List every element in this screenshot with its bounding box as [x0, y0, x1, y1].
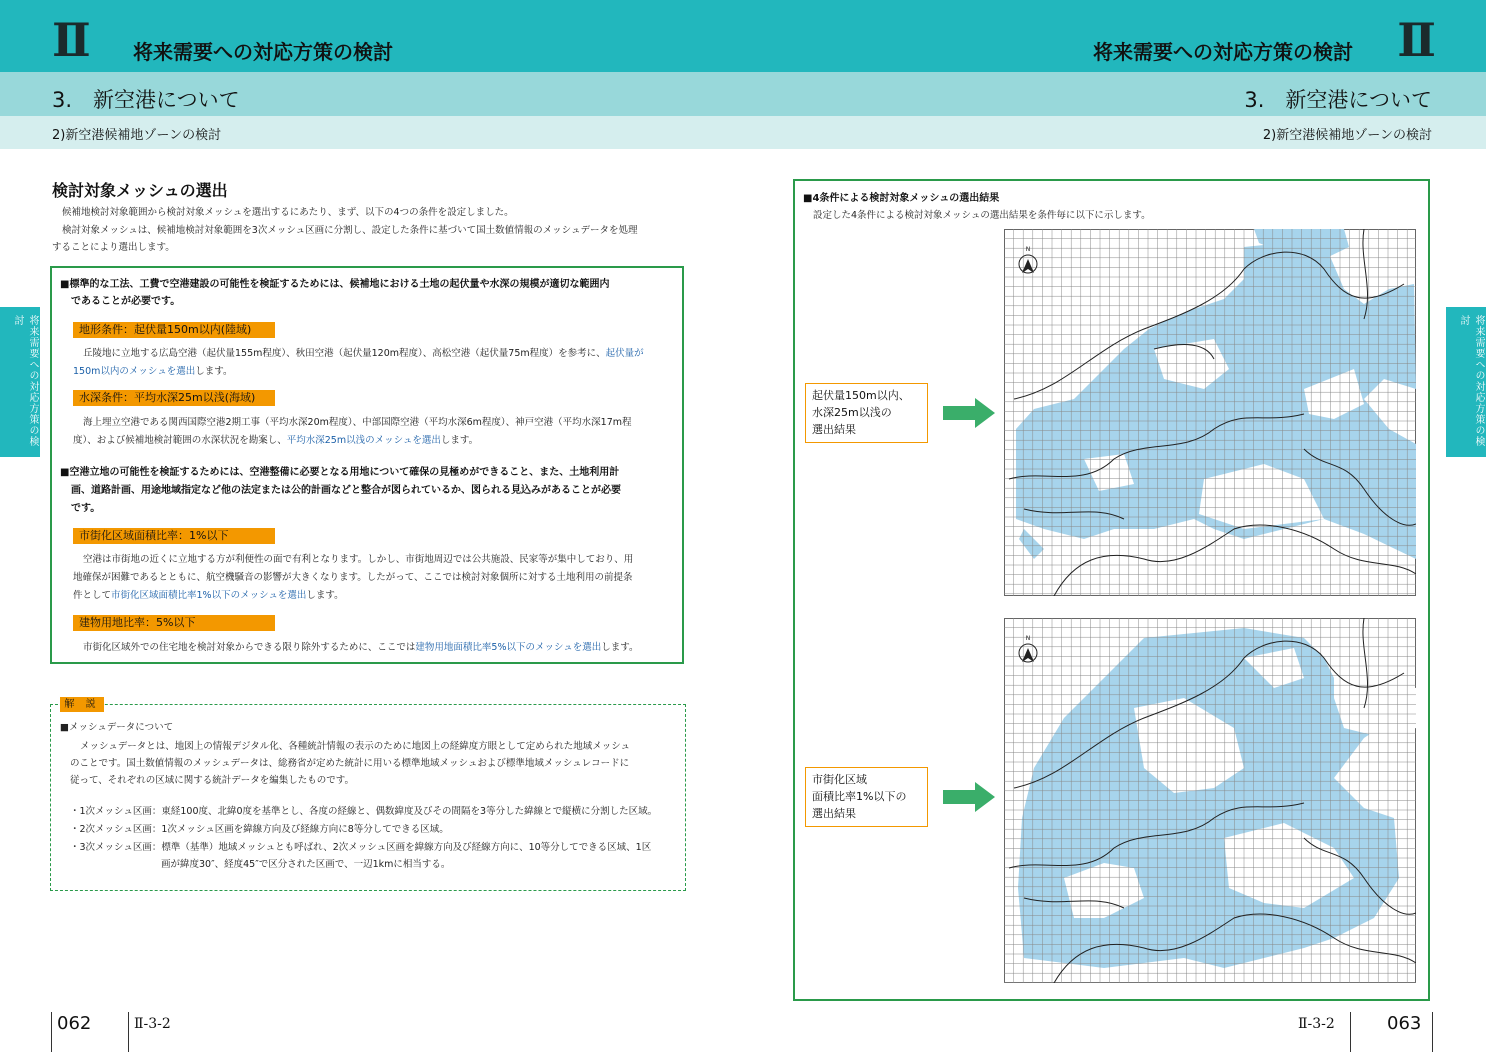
condition-para-1-line-1: ■標準的な工法、工費で空港建設の可能性を検証するためには、候補地における土地の起伏量や水深の規模が適切な範囲内: [60, 279, 610, 290]
side-tab-left: 将来需要への対応方策の検討: [0, 307, 40, 457]
page-number-right: 063: [1387, 1013, 1422, 1034]
explanation-bullet-3-line-2: 画が緯度30″、経度45″で区分された区画で、一辺1kmに相当する。: [161, 859, 451, 870]
intro-line-1: 候補地検討対象範囲から検討対象メッシュを選出するにあたり、まず、以下の4つの条件を設定しました。: [62, 207, 514, 218]
svg-text:N: N: [1025, 246, 1031, 253]
condition-para-1-line-2: であることが必要です。: [71, 296, 181, 307]
chapter-numeral-right: Ⅱ: [1397, 13, 1434, 67]
condition-para-2-line-1: ■空港立地の可能性を検証するためには、空港整備に必要となる用地について確保の見極めができること、また、土地利用計: [60, 467, 620, 478]
section-title-left: 3. 新空港について: [52, 88, 240, 112]
label2-line-2: 面積比率1%以下の: [812, 790, 907, 803]
chapter-title-right: 将来需要への対応方策の検討: [1093, 40, 1353, 64]
map-urbanization: [1004, 618, 1416, 983]
condition-para-2-line-3: です。: [71, 503, 101, 514]
arrow-icon-2: [943, 782, 995, 812]
tag-building-condition: 建物用地比率：5%以下: [73, 615, 275, 631]
arrow-icon-1: [943, 398, 995, 428]
depth-text-line-1: 海上埋立空港である関西国際空港2期工事（平均水深20m程度）、中部国際空港（平均水深6m程度）、神戸空港（平均水深17m程: [83, 417, 632, 428]
label2-line-1: 市街化区域: [812, 773, 867, 786]
tag-terrain-condition: 地形条件：起伏量150m以内(陸域): [73, 322, 275, 338]
side-tab-right: 将来需要への対応方策の検討: [1446, 307, 1486, 457]
terrain-text-line-2: 150m以内のメッシュを選出します。: [73, 366, 233, 377]
urban-text-line-1: 空港は市街地の近くに立地する方が利便性の面で有利となります。しかし、市街地周辺では公共施設、民家等が集中しており、用: [83, 554, 634, 565]
subsection-title-right: 2)新空港候補地ゾーンの検討: [1262, 128, 1432, 143]
intro-line-3: することにより選出します。: [52, 242, 175, 253]
explanation-title: ■メッシュデータについて: [60, 722, 174, 733]
subsection-title-left: 2)新空港候補地ゾーンの検討: [52, 128, 222, 143]
footer-rule-right-1: [1350, 1012, 1351, 1052]
label1-line-2: 水深25m以浅の: [812, 406, 892, 419]
depth-text-line-2: 度）、および候補地検討範囲の水深状況を勘案し、平均水深25m以浅のメッシュを選出します。: [73, 435, 479, 446]
map-terrain-depth: [1004, 229, 1416, 596]
label1-line-3: 選出結果: [812, 423, 856, 436]
footer-rule-left-2: [128, 1012, 129, 1052]
chapter-title-left: 将来需要への対応方策の検討: [133, 40, 393, 64]
results-title: ■4条件による検討対象メッシュの選出結果: [803, 193, 1000, 204]
tag-urbanization-condition: 市街化区域面積比率：1%以下: [73, 528, 275, 544]
intro-line-2: 検討対象メッシュは、候補地検討対象範囲を3次メッシュ区画に分割し、設定した条件に基づいて国土数値情報のメッシュデータを処理: [62, 225, 638, 236]
tag-depth-condition: 水深条件：平均水深25m以浅(海域): [73, 390, 275, 406]
label2-line-3: 選出結果: [812, 807, 856, 820]
explanation-line-3: 従って、それぞれの区域に関する統計データを編集したものです。: [70, 775, 355, 786]
terrain-text-line-1: 丘陵地に立地する広島空港（起伏量155m程度）、秋田空港（起伏量120m程度）、高松空港（起伏量75m程度）を参考に、起伏量が: [83, 348, 644, 359]
explanation-line-2: のことです。国土数値情報のメッシュデータは、総務省が定めた統計に用いる標準地域メッシュおよび標準地域メッシュレコードに: [70, 758, 630, 769]
building-text: 市街化区域外での住宅地を検討対象からできる限り除外するために、ここでは建物用地面積比率5%以下のメッシュを選出します。: [83, 642, 639, 653]
svg-text:N: N: [1025, 635, 1031, 642]
map-label-terrain-depth: [805, 383, 928, 443]
footer-rule-left-1: [51, 1012, 52, 1052]
page-ref-left: Ⅱ-3-2: [134, 1016, 171, 1032]
section-title-right: 3. 新空港について: [1244, 88, 1432, 112]
explanation-bullet-3-line-1: ・3次メッシュ区画：標準（基準）地域メッシュとも呼ばれ、2次メッシュ区画を緯線方向及び経線方向に、10等分してできる区域、1区: [70, 842, 652, 853]
label1-line-1: 起伏量150m以内、: [812, 389, 910, 402]
explanation-bullet-1: ・1次メッシュ区画：東経100度、北緯0度を基準とし、各度の経線と、偶数緯度及びその間隔を3等分した緯線とで縦横に分割した区域。: [70, 806, 658, 817]
page-ref-right: Ⅱ-3-2: [1298, 1016, 1335, 1032]
chapter-numeral-left: Ⅱ: [52, 13, 89, 67]
urban-text-line-2: 地確保が困難であるとともに、航空機騒音の影響が大きくなります。したがって、ここでは検討対象個所に対する土地利用の前提条: [73, 572, 633, 583]
explanation-bullet-2: ・2次メッシュ区画：1次メッシュ区画を緯線方向及び経線方向に8等分してできる区域。: [70, 824, 449, 835]
results-description: 設定した4条件による検討対象メッシュの選出結果を条件毎に以下に示します。: [813, 210, 1151, 221]
explanation-label: 解 説: [60, 697, 104, 712]
urban-text-line-3: 件として市街化区域面積比率1%以下のメッシュを選出します。: [73, 590, 344, 601]
condition-para-2-line-2: 画、道路計画、用途地域指定など他の法定または公的計画などと整合が図られているか、図られる見込みがあることが必要: [71, 485, 621, 496]
footer-rule-right-2: [1432, 1012, 1433, 1052]
page-number-left: 062: [57, 1013, 92, 1034]
map-label-urbanization: [805, 767, 928, 827]
explanation-line-1: メッシュデータとは、地図上の情報デジタル化、各種統計情報の表示のために地図上の経緯度方眼として定められた地域メッシュ: [80, 741, 631, 752]
section-heading: 検討対象メッシュの選出: [52, 181, 228, 200]
